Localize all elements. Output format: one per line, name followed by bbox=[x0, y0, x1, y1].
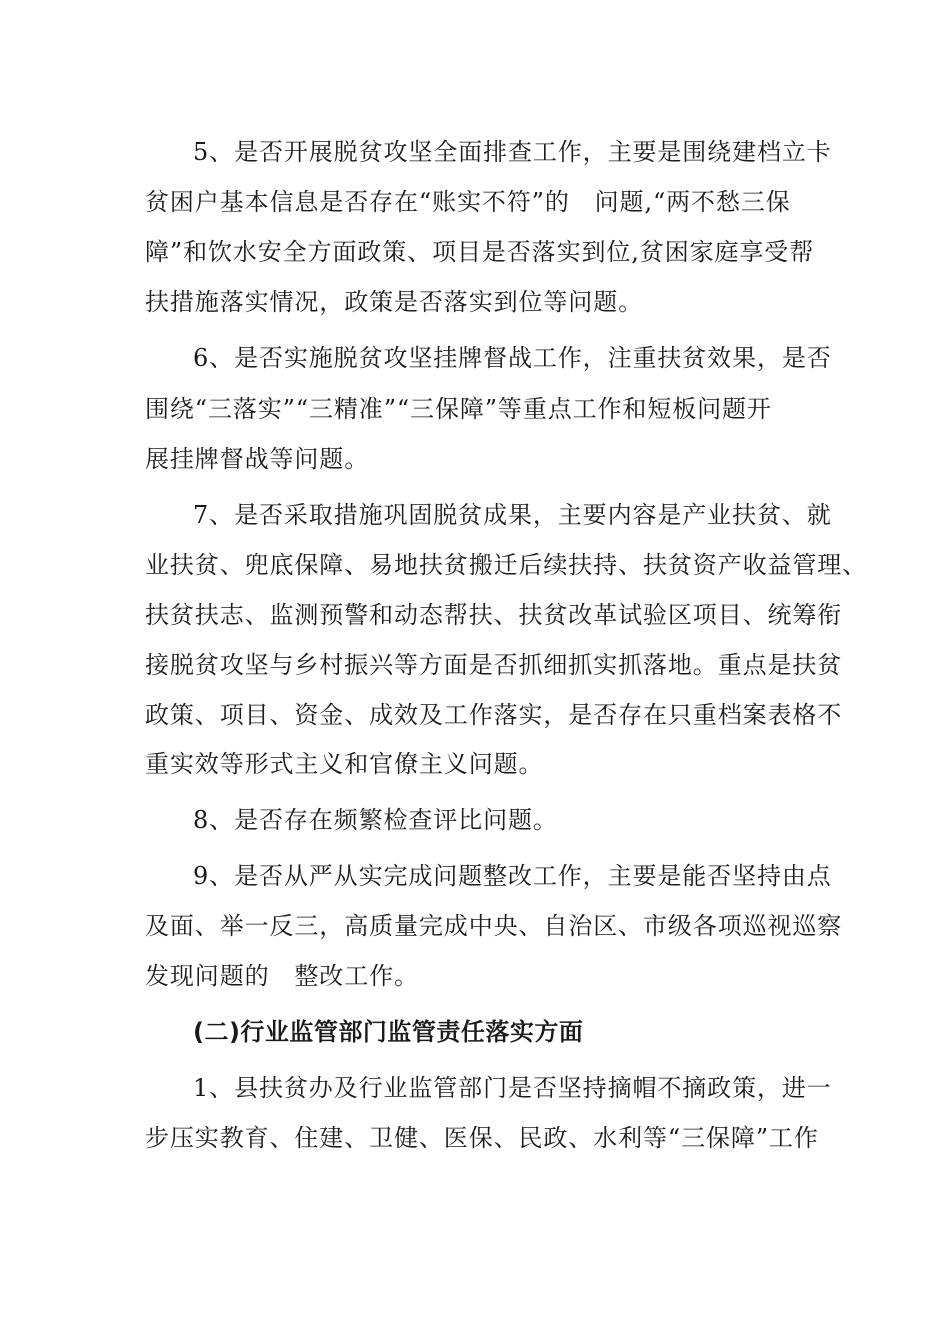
paragraph-item-9-line-1: 9、是否从严从实完成问题整改工作，主要是能否坚持由点 bbox=[193, 862, 832, 890]
paragraph-item-7-line-5: 政策、项目、资金、成效及工作落实，是否存在只重档案表格不 bbox=[145, 701, 843, 729]
paragraph-item-6-line-2: 围绕“三落实”“三精准”“三保障”等重点工作和短板问题开 bbox=[145, 395, 772, 423]
paragraph-item-8-line-1: 8、是否存在频繁检查评比问题。 bbox=[193, 806, 558, 834]
paragraph-item-7-line-4: 接脱贫攻坚与乡村振兴等方面是否抓细抓实抓落地。重点是扶贫 bbox=[145, 651, 843, 679]
paragraph-item-5-line-4: 扶措施落实情况，政策是否落实到位等问题。 bbox=[145, 288, 643, 316]
paragraph-item-5-line-1: 5、是否开展脱贫攻坚全面排查工作，主要是围绕建档立卡 bbox=[193, 138, 832, 166]
paragraph-item-9-line-3: 发现问题的 整改工作。 bbox=[145, 962, 419, 990]
paragraph-item-7-line-3: 扶贫扶志、监测预警和动态帮扶、扶贫改革试验区项目、统筹衔 bbox=[145, 601, 843, 629]
paragraph-item-9-line-2: 及面、举一反三，高质量完成中央、自治区、市级各项巡视巡察 bbox=[145, 912, 843, 940]
paragraph-item-7-line-2: 业扶贫、兜底保障、易地扶贫搬迁后续扶持、扶贫资产收益管理、 bbox=[145, 551, 868, 579]
paragraph-item-7-line-6: 重实效等形式主义和官僚主义问题。 bbox=[145, 750, 544, 778]
paragraph-item-1-line-2: 步压实教育、住建、卫健、医保、民政、水利等“三保障”工作 bbox=[145, 1124, 819, 1152]
paragraph-item-6-line-3: 展挂牌督战等问题。 bbox=[145, 445, 370, 473]
paragraph-item-6-line-1: 6、是否实施脱贫攻坚挂牌督战工作，注重扶贫效果，是否 bbox=[193, 344, 832, 372]
section-heading: (二)行业监管部门监管责任落实方面 bbox=[193, 1018, 584, 1046]
paragraph-item-5-line-2: 贫困户基本信息是否存在“账实不符”的 问题,“两不愁三保 bbox=[145, 188, 791, 216]
paragraph-item-1-line-1: 1、县扶贫办及行业监管部门是否坚持摘帽不摘政策，进一 bbox=[193, 1074, 832, 1102]
paragraph-item-7-line-1: 7、是否采取措施巩固脱贫成果，主要内容是产业扶贫、就 bbox=[193, 501, 832, 529]
paragraph-item-5-line-3: 障”和饮水安全方面政策、项目是否落实到位,贫困家庭享受帮 bbox=[145, 238, 815, 266]
